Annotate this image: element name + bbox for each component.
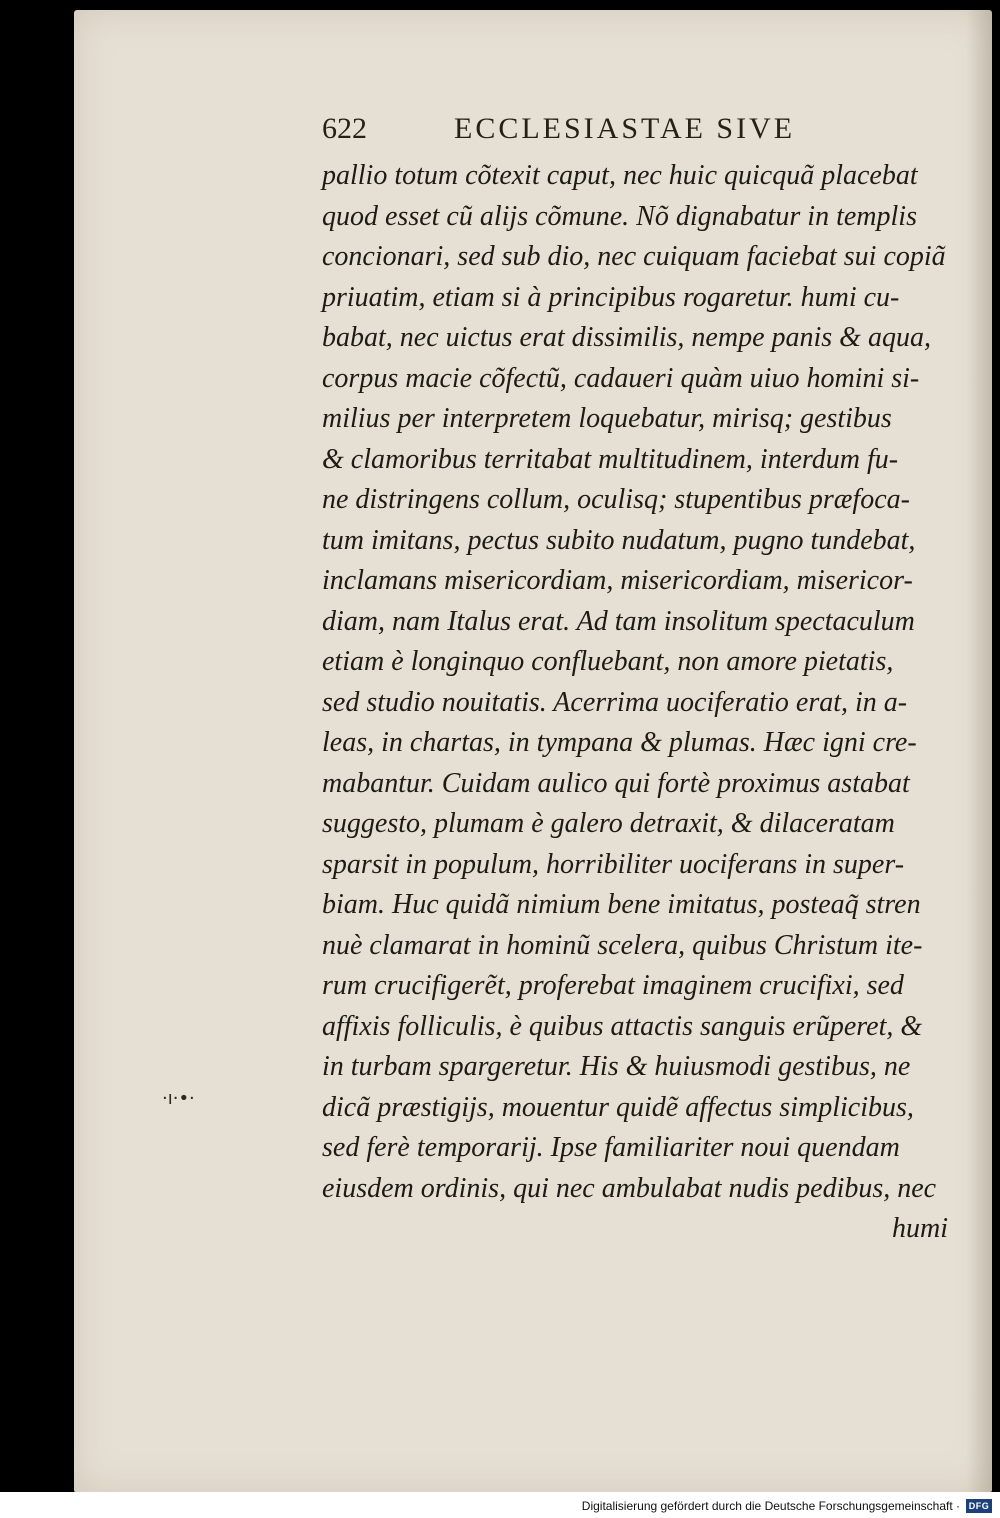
text-line: suggesto, plumam è galero detraxit, & dilaceratam [322,808,895,839]
dfg-logo: DFG [966,1499,992,1513]
digitization-credit: Digitalisierung gefördert durch die Deutsche Forschungsgemeinschaft · [581,1499,960,1513]
text-line: quod esset cũ alijs cõmune. Nõ dignabatur in templis [322,200,917,232]
text-line: biam. Huc quidã nimium bene imitatus, posteaq̃ stren [322,889,921,920]
text-line: & clamoribus territabat multitudinem, interdum fu- [322,443,899,475]
text-line: sed ferè temporarij. Ipse familiariter noui quendam [322,1132,900,1163]
text-line: rum crucifigerẽt, proferebat imaginem crucifixi, sed [322,970,904,1001]
text-line: babat, nec uictus erat dissimilis, nempe panis & aqua, [322,322,931,353]
text-line: tum imitans, pectus subito nudatum, pugno tundebat, [322,524,916,556]
text-line: affixis folliculis, è quibus attactis sanguis erũperet, & [322,1010,923,1042]
catchword: humi [892,1213,948,1244]
text-line: etiam è longinquo confluebant, non amore pietatis, [322,646,894,677]
page-number: 622 [322,112,367,145]
page-edge-shadow [966,10,992,1492]
text-line: diam, nam Italus erat. Ad tam insolitum spectaculum [322,605,915,637]
text-line: nuè clamarat in hominũ scelera, quibus Christum ite- [322,929,923,961]
running-head [322,112,962,152]
text-line: corpus macie cõfectũ, cadaueri quàm uiuo homini si- [322,362,920,394]
text-line: pallio totum cõtexit caput, nec huic quicquã placebat [322,160,918,191]
text-line: leas, in chartas, in tympana & plumas. Hæc igni cre- [322,727,917,758]
text-line: sparsit in populum, horribiliter uociferans in super- [322,848,905,880]
text-line: ne distringens collum, oculisq; stupentibus præfoca- [322,484,910,515]
text-line: sed studio nouitatis. Acerrima uociferatio erat, in a- [322,686,908,718]
text-line: dicã præstigijs, mouentur quidẽ affectus simplicibus, [322,1091,914,1123]
text-line: priuatim, etiam si à principibus rogaretur. humi cu- [322,281,900,313]
text-line: concionari, sed sub dio, nec cuiquam faciebat sui copiã [322,241,946,272]
running-title: ECCLESIASTAE SIVE [454,112,796,145]
text-line: eiusdem ordinis, qui nec ambulabat nudis pedibus, nec [322,1172,937,1204]
text-line: inclamans misericordiam, misericordiam, misericor- [322,565,913,596]
body-text [322,156,958,1250]
text-line: milius per interpretem loquebatur, mirisq; gestibus [322,403,892,434]
footer-bar [0,1492,1000,1518]
text-line: in turbam spargeretur. His & huiusmodi gestibus, ne [322,1051,911,1082]
margin-mark: ·ı·•· [162,1088,195,1109]
text-line: mabantur. Cuidam aulico qui fortè proximus astabat [322,767,910,799]
